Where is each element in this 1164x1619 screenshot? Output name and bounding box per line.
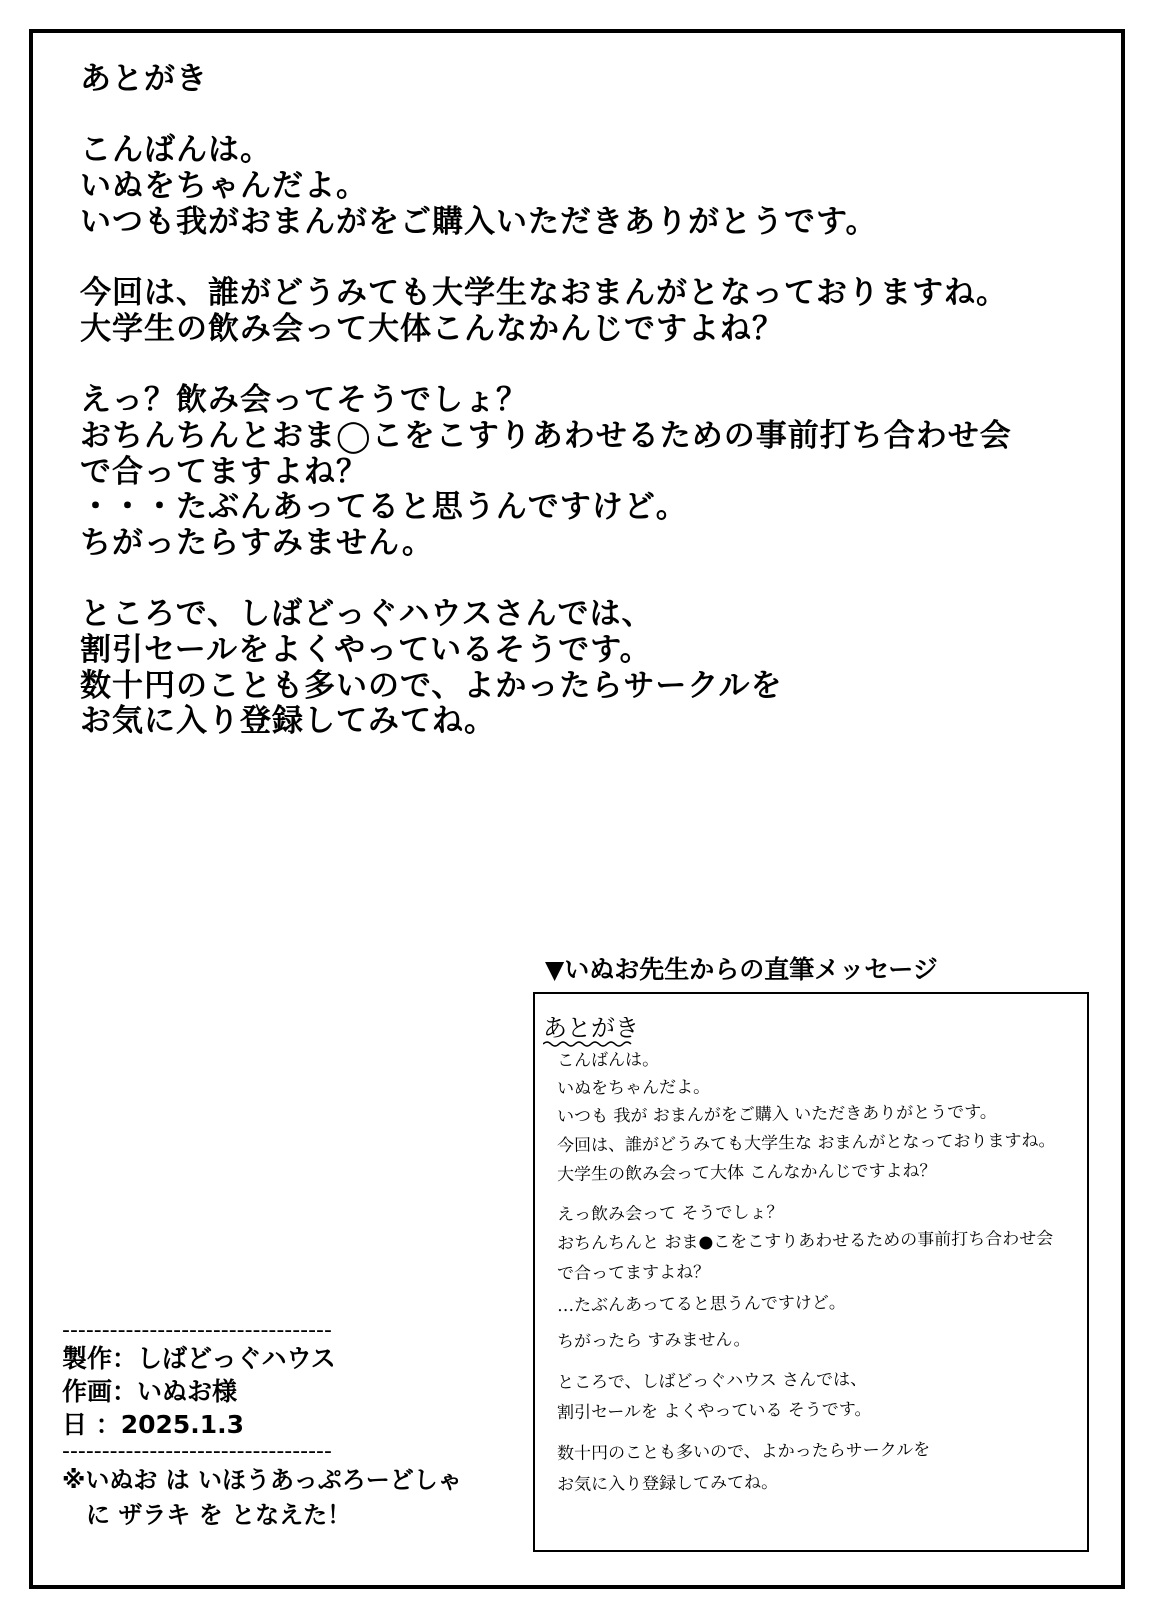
handwritten-line: いぬをちゃんだよ。	[556, 1077, 711, 1099]
handwritten-line: おちんちんと おま●こをこすりあわせるための事前打ち合わせ会	[556, 1228, 1054, 1254]
afterword-main-text	[80, 62, 1100, 740]
text-line: おちんちんとおま◯こをこすりあわせるための事前打ち合わせ会	[80, 417, 1012, 454]
credit-note-line: ※いぬお は いほうあっぷろーどしゃ	[62, 1466, 462, 1494]
credit-production: 製作：しばどっぐハウス	[62, 1344, 336, 1373]
handwritten-message-box	[533, 992, 1089, 1552]
handwritten-line: 数十円のことも多いので、よかったらサークルを	[556, 1440, 931, 1464]
text-line: 割引セールをよくやっているそうです。	[80, 632, 652, 668]
text-line: お気に入り登録してみてね。	[80, 703, 496, 740]
credits-block	[62, 1320, 542, 1533]
credit-art: 作画：いぬお様	[62, 1377, 238, 1406]
text-line: ところで、しばどっぐハウスさんでは、	[80, 596, 654, 633]
divider: ----------------------------------	[62, 1439, 332, 1464]
divider: ----------------------------------	[62, 1318, 332, 1343]
handwritten-line: いつも 我が おまんがをご購入 いただきありがとうです。	[556, 1102, 997, 1127]
credit-note-line: に ザラキ を となえた！	[62, 1501, 352, 1529]
handwritten-line: ところで、しばどっぐハウス さんでは、	[556, 1369, 868, 1393]
text-line: こんばんは。	[80, 132, 272, 169]
text-line: いぬをちゃんだよ。	[80, 168, 368, 205]
handwritten-line: 割引セールを よくやっている そうです。	[556, 1399, 872, 1423]
handwritten-line: お気に入り登録してみてね。	[556, 1472, 779, 1495]
handwritten-title: あとがき	[543, 1008, 639, 1043]
handwritten-caption: ▼いぬお先生からの直筆メッセージ	[545, 955, 938, 984]
handwritten-line: …たぶんあってると思うんですけど。	[556, 1292, 846, 1316]
text-line: いつも我がおまんがをご購入いただきありがとうです。	[80, 203, 878, 240]
handwritten-line: こんばんは。	[556, 1049, 660, 1071]
handwritten-line: 大学生の飲み会って大体 こんなかんじですよね？	[556, 1161, 937, 1185]
handwritten-line: えっ飲み会って そうでしょ？	[556, 1202, 784, 1225]
text-line: 数十円のことも多いので、よかったらサークルを	[80, 667, 783, 704]
text-line: 今回は、誰がどうみても大学生なおまんがとなっておりますね。	[80, 275, 1008, 312]
text-line: ちがったらすみません。	[80, 524, 434, 561]
text-line: 大学生の飲み会って大体こんなかんじですよね？	[80, 310, 784, 347]
handwritten-line: ちがったら すみません。	[556, 1329, 751, 1352]
text-line: えっ？飲み会ってそうでしょ？	[80, 382, 528, 419]
handwritten-line: で合ってますよね？	[556, 1262, 711, 1284]
afterword-heading: あとがき	[80, 61, 208, 97]
credit-date: 日 ：2025.1.3	[62, 1410, 245, 1439]
text-line: で合ってますよね？	[80, 453, 368, 490]
handwritten-line: 今回は、誰がどうみても大学生な おまんがとなっておりますね。	[556, 1130, 1056, 1156]
text-line: ・・・たぶんあってると思うんですけど。	[80, 489, 688, 526]
